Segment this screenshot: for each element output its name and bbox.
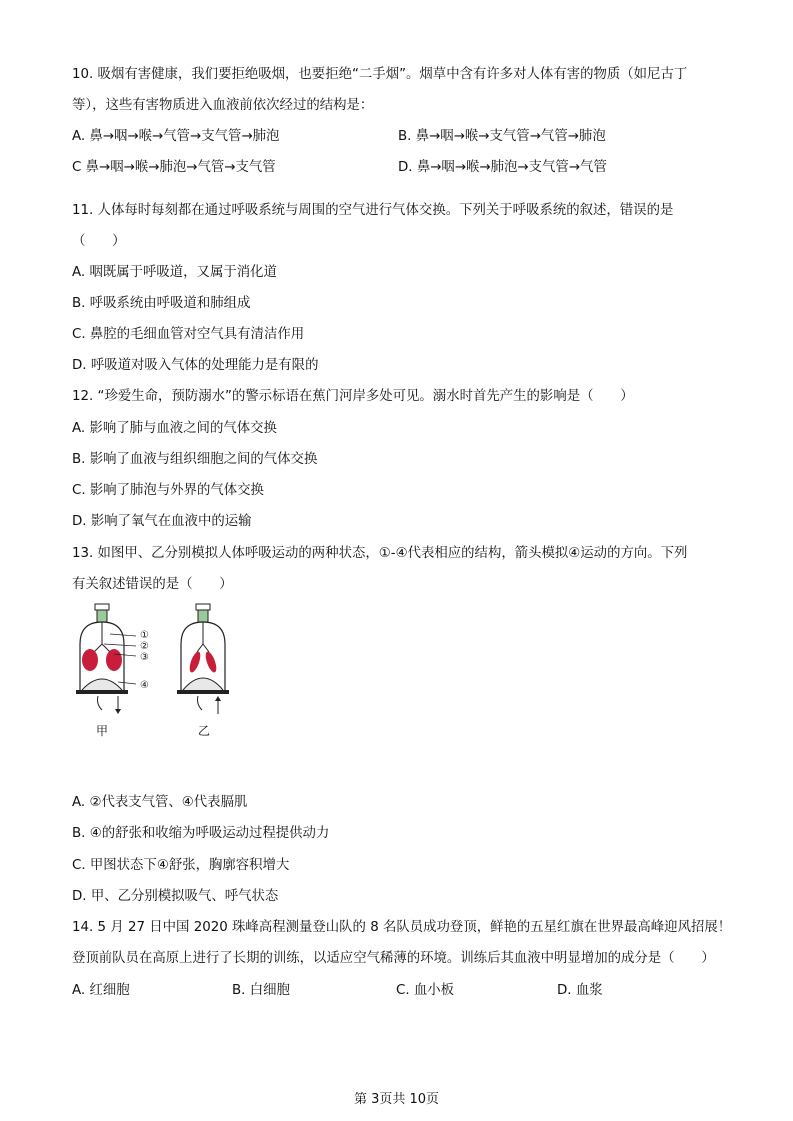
q14-option-c: C. 血小板	[396, 983, 455, 998]
figure-caption-jia: 甲	[96, 724, 109, 738]
figure-yi	[177, 604, 229, 714]
q12-option-c: C. 影响了肺泡与外界的气体交换	[72, 483, 264, 498]
q10-option-a: A. 鼻→咽→喉→气管→支气管→肺泡	[72, 129, 280, 144]
page-number-footer: 第 3页共 10页	[353, 1092, 440, 1107]
q13-stem-line1: 13. 如图甲、乙分别模拟人体呼吸运动的两种状态，①-④代表相应的结构，箭头模拟④运动的方向。下列	[72, 546, 688, 561]
q13-option-c: C. 甲图状态下④舒张，胸廓容积增大	[72, 858, 290, 873]
q11-option-b: B. 呼吸系统由呼吸道和肺组成	[72, 296, 251, 311]
q10-option-c: C 鼻→咽→喉→肺泡→气管→支气管	[72, 160, 276, 175]
figure-label-1: ①	[140, 630, 149, 641]
q10-option-b: B. 鼻→咽→喉→支气管→气管→肺泡	[398, 129, 606, 144]
q11-stem-line1: 11. 人体每时每刻都在通过呼吸系统与周围的空气进行气体交换。下列关于呼吸系统的叙述，错误的是	[72, 203, 674, 218]
q14-option-b: B. 白细胞	[232, 983, 290, 998]
q10-option-d: D. 鼻→咽→喉→肺泡→支气管→气管	[398, 160, 607, 175]
figure-label-4: ④	[140, 680, 149, 691]
q12-option-d: D. 影响了氧气在血液中的运输	[72, 514, 252, 529]
q11-stem-line2: （ ）	[72, 234, 126, 249]
q12-stem-line1: 12. “珍爱生命，预防溺水”的警示标语在蕉门河岸多处可见。溺水时首先产生的影响是（ ）	[72, 389, 634, 404]
q12-option-b: B. 影响了血液与组织细胞之间的气体交换	[72, 452, 318, 467]
figure-label-2: ②	[140, 641, 149, 652]
figure-jia	[76, 604, 136, 714]
respiration-model-figure	[70, 600, 250, 750]
q13-option-d: D. 甲、乙分别模拟吸气、呼气状态	[72, 889, 279, 904]
figure-caption-yi: 乙	[198, 724, 211, 738]
q10-stem-line1: 10. 吸烟有害健康，我们要拒绝吸烟，也要拒绝“二手烟”。烟草中含有许多对人体有害的物质（如尼古丁	[72, 67, 688, 82]
q14-stem-line2: 登顶前队员在高原上进行了长期的训练，以适应空气稀薄的环境。训练后其血液中明显增加的成分是（ ）	[72, 951, 715, 966]
q14-option-a: A. 红细胞	[72, 983, 130, 998]
q13-option-a: A. ②代表支气管、④代表膈肌	[72, 795, 248, 810]
q10-stem-line2: 等），这些有害物质进入血液前依次经过的结构是：	[72, 98, 374, 113]
q12-option-a: A. 影响了肺与血液之间的气体交换	[72, 421, 277, 436]
q11-option-a: A. 咽既属于呼吸道，又属于消化道	[72, 265, 277, 280]
q13-option-b: B. ④的舒张和收缩为呼吸运动过程提供动力	[72, 826, 330, 841]
q11-option-d: D. 呼吸道对吸入气体的处理能力是有限的	[72, 358, 319, 373]
q11-option-c: C. 鼻腔的毛细血管对空气具有清洁作用	[72, 327, 305, 342]
figure-label-3: ③	[140, 652, 149, 663]
q13-stem-line2: 有关叙述错误的是（ ）	[72, 577, 233, 592]
q14-stem-line1: 14. 5 月 27 日中国 2020 珠峰高程测量登山队的 8 名队员成功登顶，鲜艳的五星红旗在世界最高峰迎风招展！	[72, 920, 732, 935]
q14-option-d: D. 血浆	[557, 983, 603, 998]
